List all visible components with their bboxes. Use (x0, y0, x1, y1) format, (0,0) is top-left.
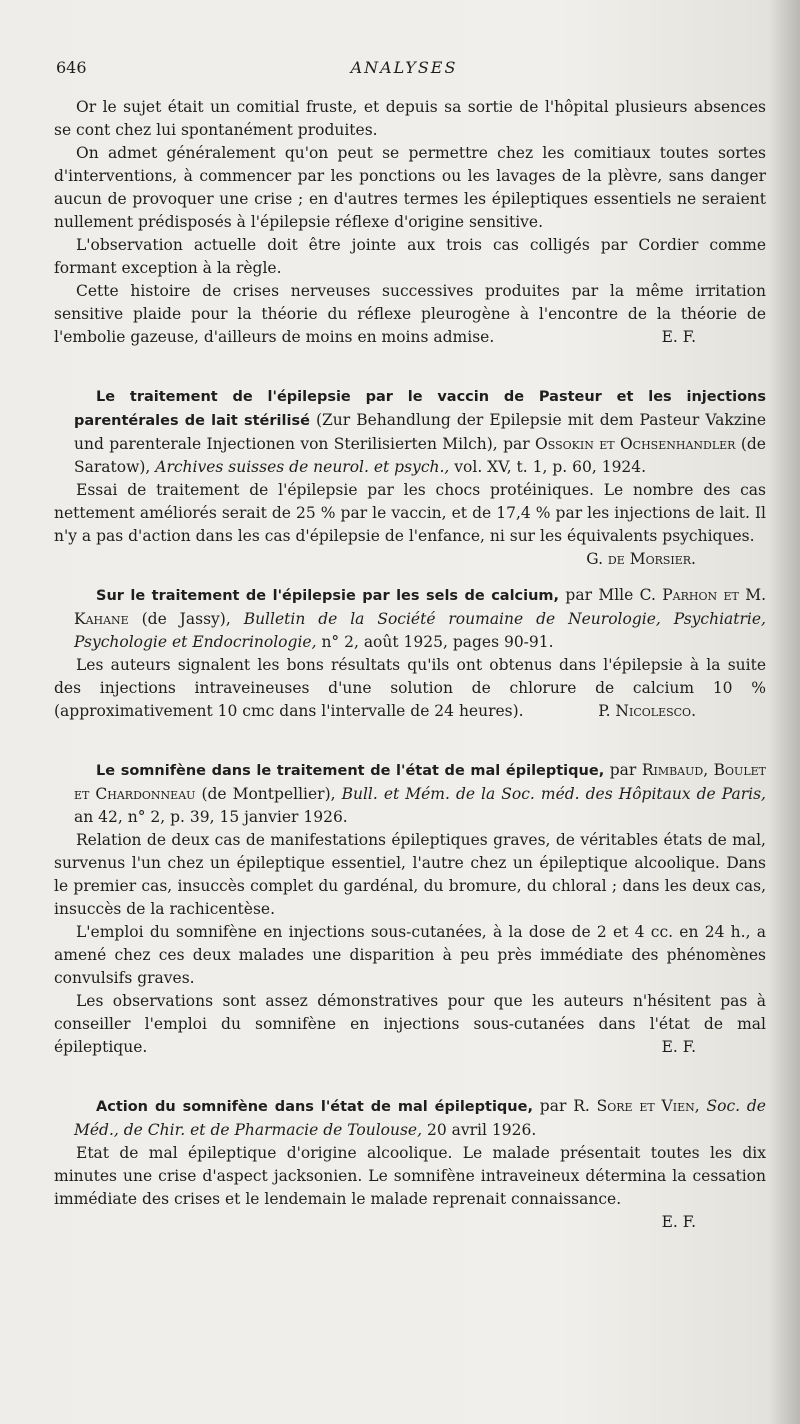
authors: Rimbaud, Boulet et Chardonneau (74, 761, 766, 803)
citation: vol. XV, t. 1, p. 60, 1924. (454, 458, 647, 476)
affiliation: (de Jassy), (141, 610, 231, 628)
paragraph: Relation de deux cas de manifestations épileptiques graves, de véritables états de mal, survenus l'un chez un épileptique essentiel, l'autre chez un épileptique alcoolique. Dans le premier cas, insuccès complet du gardénal, du bromure, du chloral ; dans les deux cas, insuccès de la rachicentèse. (54, 831, 766, 918)
entry-title (54, 584, 766, 654)
title-rest: (Zur Behandlung der Epilepsie mit dem Pasteur Vakzine und parenterale Injectionen von Sterilisierten Milch), par (74, 411, 767, 453)
signature: E. F. (661, 1213, 696, 1231)
title-bold: Le traitement de l'épilepsie par le vaccin de Pasteur et les injections parentérales de lait stérilisé (74, 389, 766, 429)
paragraph: On admet généralement qu'on peut se permettre chez les comitiaux toutes sortes d'interventions, à commencer par les ponctions ou les lavages de la plèvre, sans danger aucun de provoquer une crise ; en d'autres termes les épileptiques essentiels ne seraient nullement prédisposés à l'épilepsie réflexe d'origine sensitive. (54, 144, 766, 231)
paragraph: L'emploi du somnifène en injections sous-cutanées, à la dose de 2 et 4 cc. en 24 h., a amené chez ces deux malades une disparition à peu près immédiate des phénomènes convulsifs graves. (54, 923, 766, 987)
title-rest: par Mlle (565, 586, 634, 604)
authors: R. Sore et Vien, (573, 1097, 700, 1115)
paragraph (54, 990, 766, 1059)
journal: Bulletin de la Société roumaine de Neurologie, Psychiatrie, Psychologie et Endocrinologie, (74, 610, 766, 651)
citation: n° 2, août 1925, pages 90-91. (321, 633, 554, 651)
authors: Ossokin et Ochsenhandler (535, 435, 736, 453)
paragraph-text: Essai de traitement de l'épilepsie par les chocs protéiniques. Le nombre des cas nettement améliorés serait de 25 % par le vaccin, et de 17,4 % par les injections de lait. Il n'y a pas d'action dans les cas d'épilepsie de l'enfance, ni sur les équivalents psychiques. (54, 481, 766, 545)
paragraph: L'observation actuelle doit être jointe aux trois cas colligés par Cordier comme formant exception à la règle. (54, 236, 766, 277)
authors: C. Parhon et M. Kahane (74, 586, 767, 628)
journal: Soc. de Méd., de Chir. et de Pharmacie de Toulouse, (74, 1097, 766, 1139)
page-number: 646 (56, 58, 87, 77)
page-header (56, 58, 752, 82)
running-title: ANALYSES (350, 58, 458, 77)
affiliation: (de Montpellier), (201, 785, 336, 803)
entry-title (54, 1095, 766, 1142)
title-rest: par (539, 1097, 567, 1115)
title-bold: Action du somnifène dans l'état de mal épileptique, (96, 1099, 533, 1115)
affiliation: (de Saratow), (74, 435, 766, 476)
citation: an 42, n° 2, p. 39, 15 janvier 1926. (74, 808, 348, 826)
journal: Bull. et Mém. de la Soc. méd. des Hôpitaux de Paris, (341, 785, 766, 803)
abstract-entry (54, 1095, 766, 1234)
paragraph: Etat de mal épileptique d'origine alcoolique. Le malade présentait toutes les dix minutes une crise d'aspect jacksonien. Le somnifène intraveineux détermina la cessation immédiate des crises et le lendemain le malade reprenait connaissance. (54, 1144, 766, 1208)
paragraph-text: Cette histoire de crises nerveuses successives produites par la même irritation sensitive plaide pour la théorie du réflexe pleurogène à l'encontre de la théorie de l'embolie gazeuse, d'ailleurs de moins en moins admise. (54, 282, 766, 346)
abstract-entry (54, 385, 767, 568)
paragraph: Or le sujet était un comitial fruste, et depuis sa sortie de l'hôpital plusieurs absences se cont chez lui spontanément produites. (54, 98, 766, 139)
abstract-entry (54, 759, 766, 1059)
paragraph-text: Les observations sont assez démonstratives pour que les auteurs n'hésitent pas à conseiller l'emploi du somnifène en injections sous-cutanées dans l'état de mal épileptique. (54, 992, 766, 1056)
entry-title (54, 385, 766, 479)
citation: 20 avril 1926. (426, 1121, 537, 1139)
text-column (54, 96, 766, 1234)
journal: Archives suisses de neurol. et psych., (155, 458, 450, 476)
signature: G. de Morsier. (586, 550, 696, 568)
signature: E. F. (661, 328, 696, 346)
paragraph-text: Les auteurs signalent les bons résultats qu'ils ont obtenus dans l'épilepsie à la suite des injections intraveineuses d'une solution de chlorure de calcium 10 % (approximativement 10 cmc dans l'intervalle de 24 heures). (54, 656, 766, 720)
entry-title (54, 759, 766, 829)
signature: P. Nicolesco. (598, 702, 696, 720)
title-bold: Le somnifène dans le traitement de l'état de mal épileptique, (96, 763, 605, 779)
signature: E. F. (661, 1038, 696, 1056)
paragraph (54, 280, 766, 349)
title-bold: Sur le traitement de l'épilepsie par les sels de calcium, (96, 588, 560, 604)
abstract-entry (54, 584, 766, 723)
intro-section (54, 96, 766, 349)
paragraph (54, 479, 766, 568)
paragraph (54, 654, 766, 723)
title-rest: par (609, 761, 637, 779)
